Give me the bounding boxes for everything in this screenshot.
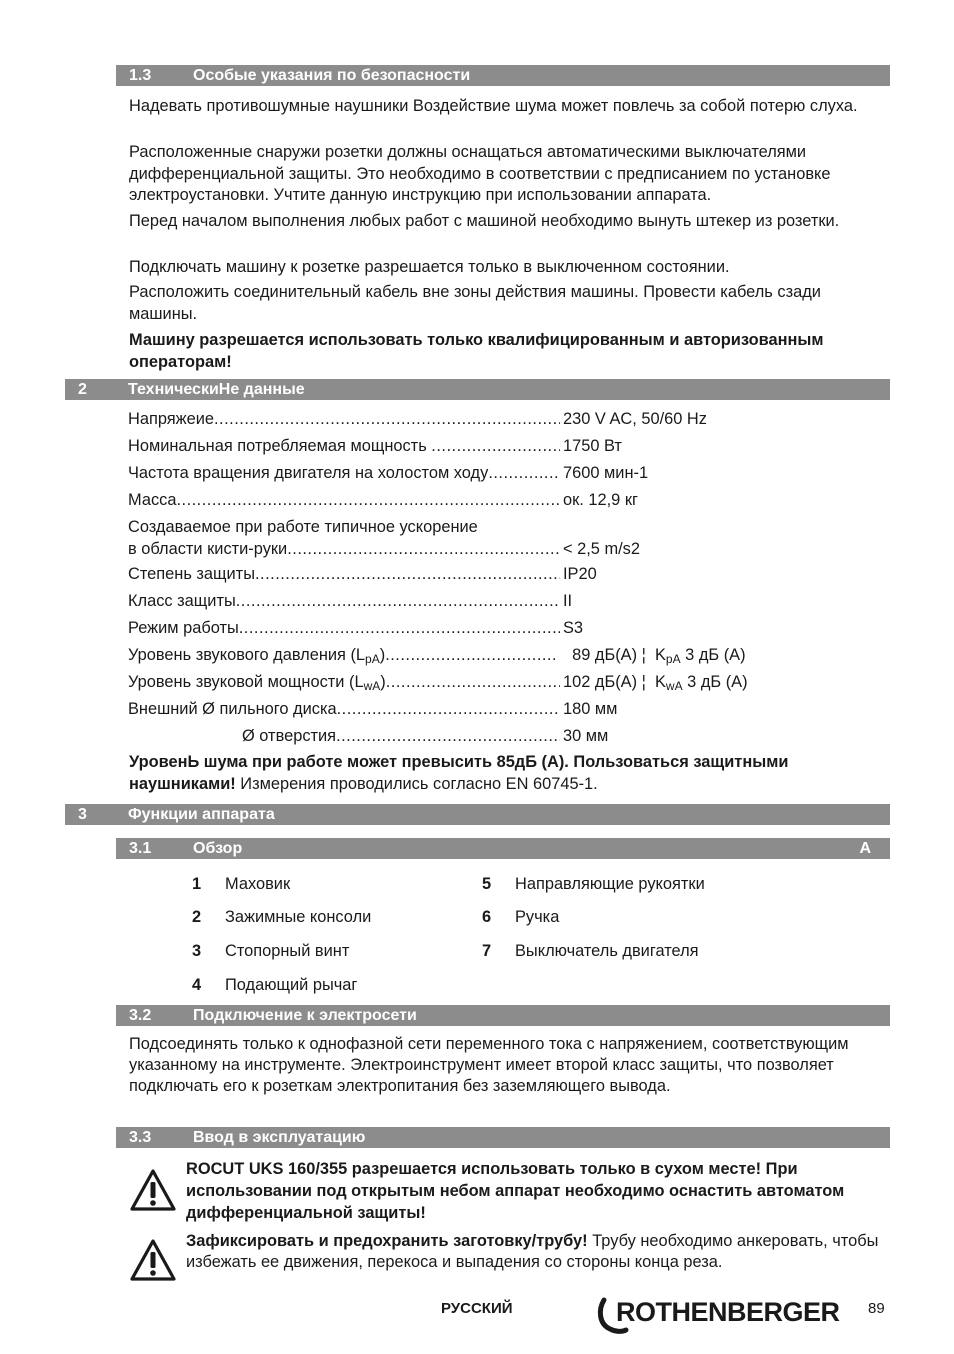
- section-header-3-3: [116, 1127, 890, 1148]
- leader-dots: [255, 563, 560, 585]
- spec-row-speed: [128, 462, 848, 484]
- spec-value: ок. 12,9 кг: [563, 491, 638, 509]
- spec-label: в области кисти-руки: [128, 540, 288, 558]
- safety-paragraph-4: Подключать машину к розетке разрешается только в выключенном состоянии.: [129, 258, 730, 276]
- spec-label: Ø отверстия: [242, 727, 337, 745]
- leader-dots: [386, 671, 560, 693]
- safety-paragraph-6: Машину разрешается использовать только квалифицированным и авторизованным операторам!: [129, 331, 824, 371]
- item-text: Направляющие рукоятки: [515, 875, 705, 893]
- safety-paragraph-1: Надевать противошумные наушники Воздействие шума может повлечь за собой потерю слуха.: [129, 97, 858, 115]
- noise-note-bold: УровенЬ шума при работе может превысить 85дБ (A). Пользоваться защитными наушниками!: [129, 753, 789, 793]
- value-part: 3 дБ (A): [680, 646, 746, 664]
- warning-triangle-icon: [129, 1168, 177, 1212]
- label-part: ): [380, 673, 386, 691]
- item-number: 6: [482, 908, 492, 926]
- spec-label: Режим работы: [128, 619, 239, 637]
- section-number: 3: [78, 806, 87, 823]
- label-subscript: wA: [363, 679, 381, 693]
- item-number: 1: [192, 875, 202, 893]
- safety-paragraph-3: Перед началом выполнения любых работ с машиной необходимо вынуть штекер из розетки.: [129, 212, 840, 230]
- spec-value: IP20: [563, 565, 597, 583]
- label-part: Уровень звукового давления (L: [128, 646, 366, 664]
- leader-dots: [336, 725, 560, 747]
- value-subscript: wA: [665, 679, 683, 693]
- spec-value: S3: [563, 619, 584, 637]
- section-header-2: [65, 379, 890, 400]
- spec-label: Класс защиты: [128, 592, 236, 610]
- spec-row-power: [128, 435, 848, 457]
- spec-label: Частота вращения двигателя на холостом ходу: [128, 464, 489, 482]
- page-number: 89: [868, 1300, 885, 1317]
- leader-dots: [176, 489, 560, 511]
- spec-label: Степень защиты: [128, 565, 255, 583]
- brand-logo-text: ROTHENBERGER: [616, 1297, 840, 1327]
- leader-dots: [239, 617, 560, 639]
- leader-dots: [236, 590, 560, 612]
- section-title: Обзор: [193, 840, 243, 857]
- figure-reference: A: [859, 840, 871, 857]
- spec-row-mass: [128, 489, 848, 511]
- item-text: Ручка: [515, 908, 560, 926]
- leader-dots: [214, 408, 560, 430]
- section-header-1-3: [116, 65, 890, 86]
- spec-row-protection-class: [128, 590, 848, 612]
- noise-note: [129, 752, 889, 795]
- warning-dry-use: ROCUT UKS 160/355 разрешается использовать только в сухом месте! При использовании под открытым небом аппарат необходимо оснастить автоматом дифференциальной защиты!: [186, 1160, 845, 1222]
- label-subscript: pA: [365, 652, 380, 666]
- section-number: 1.3: [129, 67, 152, 84]
- item-text: Маховик: [225, 875, 291, 893]
- spec-row-sound-pressure: [128, 644, 848, 666]
- warning-workpiece: [186, 1231, 886, 1273]
- connection-paragraph: Подсоединять только к однофазной сети переменного тока с напряжением, соответствующим указанному на инструменте. Электроинструмент имеет второй класс защиты, что позволяет подключать его к розеткам электропитания без заземляющего вывода.: [129, 1035, 849, 1095]
- label-part: ): [379, 646, 386, 664]
- spec-value: 180 мм: [563, 700, 618, 718]
- spec-value: 30 мм: [563, 727, 609, 745]
- spec-row-sound-power: [128, 671, 848, 693]
- section-title: Особые указания по безопасности: [193, 67, 471, 84]
- item-text: Стопорный винт: [225, 942, 350, 960]
- leader-dots: [287, 538, 560, 560]
- section-number: 2: [78, 381, 87, 398]
- warning-workpiece-text: Трубу необходимо анкеровать, чтобы избежать ее движения, перекоса и выпадения со стороны конца реза.: [186, 1232, 879, 1271]
- noise-note-text: Измерения проводились согласно EN 60745-1.: [235, 774, 598, 793]
- leader-dots: [431, 435, 560, 457]
- spec-label: Внешний Ø пильного диска: [128, 700, 337, 718]
- warning-workpiece-bold: Зафиксировать и предохранить заготовку/трубу!: [186, 1232, 588, 1250]
- safety-paragraph-5: Расположить соединительный кабель вне зоны действия машины. Провести кабель сзади машины.: [129, 283, 821, 323]
- spec-value: II: [563, 592, 573, 610]
- spec-value: 230 V AC, 50/60 Hz: [563, 410, 707, 428]
- spec-label-line1: Создаваемое при работе типичное ускорение: [128, 518, 478, 536]
- label-part: Уровень звуковой мощности (L: [128, 673, 364, 691]
- item-number: 3: [192, 942, 202, 960]
- leader-dots: [385, 644, 555, 666]
- spec-value: [563, 671, 748, 693]
- spec-row-disc-bore: [128, 725, 848, 747]
- spec-row-disc-outer: [128, 698, 848, 720]
- section-header-3: [65, 804, 890, 825]
- spec-label: Напряжеие: [128, 410, 214, 428]
- value-subscript: pA: [665, 652, 681, 666]
- item-text: Выключатель двигателя: [515, 942, 699, 960]
- value-part: 102 дБ(A) ¦ K: [563, 673, 666, 691]
- item-number: 2: [192, 908, 202, 926]
- item-text: Подающий рычаг: [225, 976, 358, 994]
- item-text: Зажимные консоли: [225, 908, 372, 926]
- leader-dots: [337, 698, 560, 720]
- value-part: 3 дБ (A): [682, 673, 748, 691]
- item-number: 5: [482, 875, 492, 893]
- spec-row-protection-degree: [128, 563, 848, 585]
- section-number: 3.2: [129, 1007, 152, 1024]
- item-number: 7: [482, 942, 492, 960]
- spec-row-mode: [128, 617, 848, 639]
- section-title: Функции аппарата: [128, 806, 275, 823]
- spec-label: [128, 671, 386, 693]
- spec-value: [563, 644, 746, 666]
- spec-value: 1750 Вт: [563, 437, 622, 455]
- spec-row-voltage: [128, 408, 848, 430]
- section-title: ТехническиНе данные: [128, 381, 305, 398]
- footer-language: РУССКИЙ: [441, 1300, 513, 1317]
- item-number: 4: [192, 976, 202, 994]
- safety-paragraph-2: Расположенные снаружи розетки должны оснащаться автоматическими выключателями дифференциальной защиты. Это необходимо в соответствии с предписанием по установке электроустановки. Учтите данную инструкцию при использовании аппарата.: [129, 143, 831, 204]
- spec-label: Номинальная потребляемая мощность: [128, 437, 432, 455]
- spec-value: < 2,5 m/s2: [563, 540, 640, 558]
- section-number: 3.3: [129, 1129, 152, 1146]
- spec-label: Масса: [128, 491, 177, 509]
- spec-row-vibration: [128, 516, 848, 560]
- section-number: 3.1: [129, 840, 152, 857]
- section-header-3-2: [116, 1005, 890, 1026]
- spec-value: 7600 мин-1: [563, 464, 649, 482]
- leader-dots: [488, 462, 560, 484]
- section-header-3-1: [116, 838, 890, 859]
- value-part: 89 дБ(A) ¦ K: [563, 646, 666, 664]
- section-title: Подключение к электросети: [193, 1007, 417, 1024]
- spec-label: [128, 644, 385, 666]
- section-title: Ввод в эксплуатацию: [193, 1129, 366, 1146]
- warning-triangle-icon: [129, 1238, 177, 1282]
